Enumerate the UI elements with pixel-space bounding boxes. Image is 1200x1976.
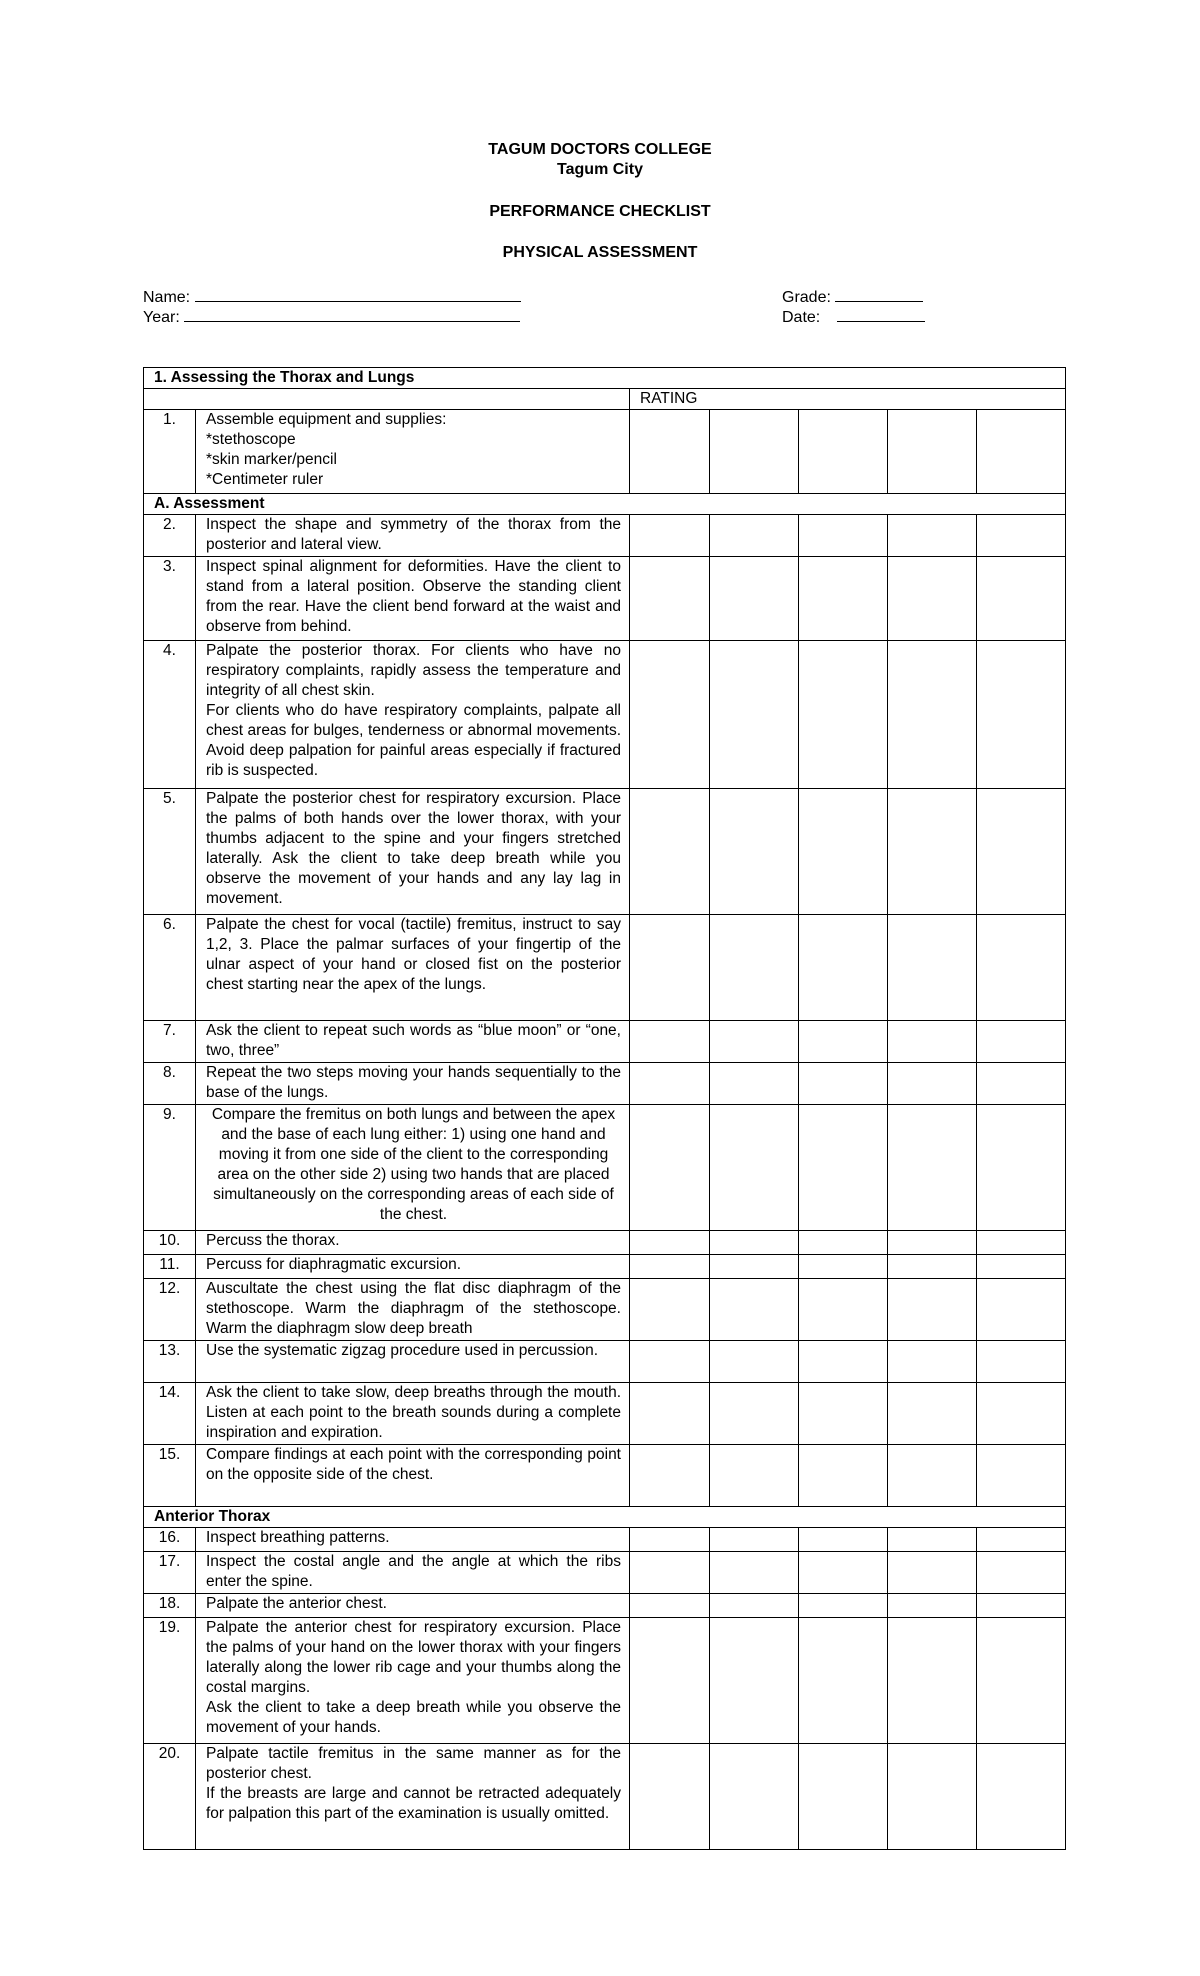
rating-cell[interactable] bbox=[977, 1341, 1066, 1383]
rating-cell[interactable] bbox=[977, 1552, 1066, 1594]
rating-cell[interactable] bbox=[888, 1594, 977, 1618]
rating-cell[interactable] bbox=[799, 1231, 888, 1255]
year-blank[interactable] bbox=[184, 305, 520, 322]
item-description: Inspect breathing patterns. bbox=[196, 1528, 630, 1552]
assessment-title: PHYSICAL ASSESSMENT bbox=[502, 244, 698, 261]
item-description: Ask the client to repeat such words as “blue moon” or “one, two, three” bbox=[196, 1021, 630, 1063]
rating-cell[interactable] bbox=[710, 557, 799, 641]
rating-cell[interactable] bbox=[799, 1552, 888, 1594]
rating-cell[interactable] bbox=[799, 1105, 888, 1231]
rating-cell[interactable] bbox=[977, 1383, 1066, 1445]
item-description: Auscultate the chest using the flat disc diaphragm of the stethoscope. Warm the diaphragm of the stethoscope. Warm the diaphragm slow deep breath bbox=[196, 1279, 630, 1341]
item-number: 16. bbox=[144, 1528, 196, 1552]
checklist-table bbox=[143, 367, 1066, 1850]
item-description: Percuss the thorax. bbox=[196, 1231, 630, 1255]
rating-cell[interactable] bbox=[799, 1279, 888, 1341]
rating-cell[interactable] bbox=[710, 1021, 799, 1063]
rating-cell[interactable] bbox=[710, 1744, 799, 1850]
item-description: Palpate tactile fremitus in the same manner as for the posterior chest. If the breasts are large and cannot be retracted adequately for palpation this part of the examination is usually omitted. bbox=[196, 1744, 630, 1850]
rating-cell[interactable] bbox=[799, 1618, 888, 1744]
section-title: 1. Assessing the Thorax and Lungs bbox=[144, 368, 1066, 389]
table-row bbox=[144, 1341, 1066, 1383]
item-number: 10. bbox=[144, 1231, 196, 1255]
section-title-row bbox=[144, 368, 1066, 389]
rating-cell[interactable] bbox=[799, 641, 888, 789]
rating-cell[interactable] bbox=[888, 1552, 977, 1594]
item-number: 8. bbox=[144, 1063, 196, 1105]
rating-cell[interactable] bbox=[977, 410, 1066, 494]
table-row bbox=[144, 1279, 1066, 1341]
item-number: 1. bbox=[144, 410, 196, 494]
rating-cell[interactable] bbox=[799, 1063, 888, 1105]
rating-cell[interactable] bbox=[977, 1594, 1066, 1618]
rating-cell[interactable] bbox=[799, 1255, 888, 1279]
rating-cell[interactable] bbox=[977, 1618, 1066, 1744]
rating-cell[interactable] bbox=[799, 557, 888, 641]
rating-cell[interactable] bbox=[888, 641, 977, 789]
rating-header: RATING bbox=[630, 389, 1066, 410]
rating-cell[interactable] bbox=[630, 1063, 710, 1105]
rating-cell[interactable] bbox=[630, 1445, 710, 1507]
rating-cell[interactable] bbox=[977, 915, 1066, 1021]
rating-cell[interactable] bbox=[710, 1231, 799, 1255]
table-row bbox=[144, 1594, 1066, 1618]
rating-cell[interactable] bbox=[888, 915, 977, 1021]
name-blank[interactable] bbox=[195, 285, 521, 302]
rating-cell[interactable] bbox=[630, 1552, 710, 1594]
rating-cell[interactable] bbox=[710, 1341, 799, 1383]
rating-cell[interactable] bbox=[888, 1231, 977, 1255]
rating-cell[interactable] bbox=[977, 1744, 1066, 1850]
item-number: 4. bbox=[144, 641, 196, 789]
rating-cell[interactable] bbox=[888, 1383, 977, 1445]
item-description: Percuss for diaphragmatic excursion. bbox=[196, 1255, 630, 1279]
name-label: Name: bbox=[143, 289, 191, 306]
rating-cell[interactable] bbox=[630, 915, 710, 1021]
rating-cell[interactable] bbox=[888, 515, 977, 557]
item-description: Compare findings at each point with the corresponding point on the opposite side of the chest. bbox=[196, 1445, 630, 1507]
item-description: Palpate the posterior chest for respiratory excursion. Place the palms of both hands over the lower thorax, with your thumbs adjacent to the spine and your fingers stretched laterally. Ask the client to take deep breath while you observe the movement of your hands and any lay lag in movement. bbox=[196, 789, 630, 915]
rating-cell[interactable] bbox=[977, 1105, 1066, 1231]
rating-cell[interactable] bbox=[799, 1528, 888, 1552]
rating-cell[interactable] bbox=[799, 1445, 888, 1507]
rating-cell[interactable] bbox=[630, 515, 710, 557]
rating-cell[interactable] bbox=[630, 1594, 710, 1618]
rating-cell[interactable] bbox=[977, 1445, 1066, 1507]
rating-cell[interactable] bbox=[710, 1105, 799, 1231]
rating-header-row bbox=[144, 389, 1066, 410]
rating-cell[interactable] bbox=[710, 915, 799, 1021]
item-number: 9. bbox=[144, 1105, 196, 1231]
table-row bbox=[144, 1231, 1066, 1255]
rating-cell[interactable] bbox=[710, 641, 799, 789]
table-row bbox=[144, 1744, 1066, 1850]
rating-cell[interactable] bbox=[630, 1231, 710, 1255]
rating-cell[interactable] bbox=[630, 789, 710, 915]
rating-cell[interactable] bbox=[630, 1528, 710, 1552]
rating-cell[interactable] bbox=[888, 557, 977, 641]
rating-cell[interactable] bbox=[710, 1279, 799, 1341]
date-blank[interactable] bbox=[837, 305, 925, 322]
rating-cell[interactable] bbox=[799, 1744, 888, 1850]
rating-cell[interactable] bbox=[630, 1383, 710, 1445]
rating-cell[interactable] bbox=[888, 1744, 977, 1850]
item-number: 19. bbox=[144, 1618, 196, 1744]
table-row bbox=[144, 1445, 1066, 1507]
item-description: Ask the client to take slow, deep breaths through the mouth. Listen at each point to the breath sounds during a complete inspiration and expiration. bbox=[196, 1383, 630, 1445]
rating-cell[interactable] bbox=[630, 1255, 710, 1279]
rating-cell[interactable] bbox=[630, 1744, 710, 1850]
rating-cell[interactable] bbox=[977, 1021, 1066, 1063]
rating-cell[interactable] bbox=[977, 515, 1066, 557]
table-row bbox=[144, 1552, 1066, 1594]
rating-cell[interactable] bbox=[630, 641, 710, 789]
rating-cell[interactable] bbox=[977, 789, 1066, 915]
item-number: 18. bbox=[144, 1594, 196, 1618]
table-row bbox=[144, 1528, 1066, 1552]
rating-cell[interactable] bbox=[977, 1063, 1066, 1105]
year-label: Year: bbox=[143, 309, 180, 326]
item-number: 17. bbox=[144, 1552, 196, 1594]
rating-cell[interactable] bbox=[630, 1279, 710, 1341]
rating-cell[interactable] bbox=[710, 1255, 799, 1279]
rating-cell[interactable] bbox=[799, 410, 888, 494]
item-description: Palpate the posterior thorax. For clients who have no respiratory complaints, rapidly assess the temperature and integrity of all chest skin. For clients who do have respiratory complaints, palpate all chest areas for bulges, tenderness or abnormal movements. Avoid deep palpation for painful areas especially if fractured rib is suspected. bbox=[196, 641, 630, 789]
rating-header-blank bbox=[144, 389, 630, 410]
date-label: Date: bbox=[782, 309, 821, 326]
checklist-title: PERFORMANCE CHECKLIST bbox=[489, 203, 711, 220]
item-number: 20. bbox=[144, 1744, 196, 1850]
item-description: Palpate the anterior chest. bbox=[196, 1594, 630, 1618]
table-row bbox=[144, 1105, 1066, 1231]
rating-cell[interactable] bbox=[799, 789, 888, 915]
rating-cell[interactable] bbox=[710, 410, 799, 494]
item-description: Compare the fremitus on both lungs and between the apex and the base of each lung either: 1) using one hand and moving it from one side of the client to the corresponding area on the other side 2) using two hands that are placed simultaneously on the corresponding areas of each side of the chest. bbox=[196, 1105, 630, 1231]
rating-cell[interactable] bbox=[799, 1594, 888, 1618]
rating-cell[interactable] bbox=[888, 1528, 977, 1552]
item-number: 3. bbox=[144, 557, 196, 641]
rating-cell[interactable] bbox=[630, 410, 710, 494]
table-row bbox=[144, 557, 1066, 641]
rating-cell[interactable] bbox=[888, 1105, 977, 1231]
table-row bbox=[144, 1255, 1066, 1279]
rating-cell[interactable] bbox=[799, 1341, 888, 1383]
item-number: 2. bbox=[144, 515, 196, 557]
table-row bbox=[144, 410, 1066, 494]
rating-cell[interactable] bbox=[710, 1594, 799, 1618]
institution-city: Tagum City bbox=[557, 161, 643, 178]
item-number: 7. bbox=[144, 1021, 196, 1063]
item-description: Palpate the anterior chest for respiratory excursion. Place the palms of your hand on the lower thorax with your fingers laterally along the lower rib cage and your thumbs along the costal margins. Ask the client to take a deep breath while you observe the movement of your hands. bbox=[196, 1618, 630, 1744]
table-row bbox=[144, 1063, 1066, 1105]
rating-cell[interactable] bbox=[710, 1528, 799, 1552]
rating-cell[interactable] bbox=[888, 410, 977, 494]
rating-cell[interactable] bbox=[888, 789, 977, 915]
rating-cell[interactable] bbox=[630, 1105, 710, 1231]
date-field bbox=[782, 305, 925, 328]
rating-cell[interactable] bbox=[710, 1445, 799, 1507]
rating-cell[interactable] bbox=[710, 1552, 799, 1594]
rating-cell[interactable] bbox=[710, 515, 799, 557]
rating-cell[interactable] bbox=[710, 1383, 799, 1445]
rating-cell[interactable] bbox=[888, 1445, 977, 1507]
item-number: 6. bbox=[144, 915, 196, 1021]
rating-cell[interactable] bbox=[630, 1341, 710, 1383]
item-number: 12. bbox=[144, 1279, 196, 1341]
rating-cell[interactable] bbox=[977, 1231, 1066, 1255]
item-description: Repeat the two steps moving your hands sequentially to the base of the lungs. bbox=[196, 1063, 630, 1105]
rating-cell[interactable] bbox=[799, 1383, 888, 1445]
rating-cell[interactable] bbox=[710, 1063, 799, 1105]
rating-cell[interactable] bbox=[888, 1063, 977, 1105]
rating-cell[interactable] bbox=[630, 1618, 710, 1744]
rating-cell[interactable] bbox=[710, 1618, 799, 1744]
table-row bbox=[144, 515, 1066, 557]
rating-cell[interactable] bbox=[888, 1618, 977, 1744]
item-description: Inspect the costal angle and the angle at which the ribs enter the spine. bbox=[196, 1552, 630, 1594]
item-description: Assemble equipment and supplies: *stethoscope *skin marker/pencil *Centimeter ruler bbox=[196, 410, 630, 494]
institution-name: TAGUM DOCTORS COLLEGE bbox=[488, 141, 712, 158]
item-description: Inspect spinal alignment for deformities. Have the client to stand from a lateral position. Observe the standing client from the rear. Have the client bend forward at the waist and observe from behind. bbox=[196, 557, 630, 641]
rating-cell[interactable] bbox=[888, 1279, 977, 1341]
rating-cell[interactable] bbox=[630, 1021, 710, 1063]
table-row bbox=[144, 1618, 1066, 1744]
item-number: 14. bbox=[144, 1383, 196, 1445]
year-field bbox=[143, 305, 520, 328]
rating-cell[interactable] bbox=[799, 515, 888, 557]
table-row bbox=[144, 915, 1066, 1021]
grade-label: Grade: bbox=[782, 289, 831, 306]
rating-cell[interactable] bbox=[888, 1341, 977, 1383]
rating-cell[interactable] bbox=[630, 557, 710, 641]
rating-cell[interactable] bbox=[977, 557, 1066, 641]
item-number: 13. bbox=[144, 1341, 196, 1383]
subsection-assessment-row bbox=[144, 494, 1066, 515]
table-row bbox=[144, 641, 1066, 789]
subsection-assessment: A. Assessment bbox=[144, 494, 1066, 515]
rating-cell[interactable] bbox=[799, 1021, 888, 1063]
item-number: 5. bbox=[144, 789, 196, 915]
item-description: Use the systematic zigzag procedure used in percussion. bbox=[196, 1341, 630, 1383]
subsection-anterior-thorax: Anterior Thorax bbox=[144, 1507, 1066, 1528]
item-description: Inspect the shape and symmetry of the thorax from the posterior and lateral view. bbox=[196, 515, 630, 557]
rating-cell[interactable] bbox=[977, 1255, 1066, 1279]
grade-blank[interactable] bbox=[835, 285, 923, 302]
rating-cell[interactable] bbox=[710, 789, 799, 915]
table-row bbox=[144, 1021, 1066, 1063]
rating-cell[interactable] bbox=[977, 641, 1066, 789]
rating-cell[interactable] bbox=[888, 1255, 977, 1279]
subsection-anterior-thorax-row bbox=[144, 1507, 1066, 1528]
rating-cell[interactable] bbox=[977, 1528, 1066, 1552]
item-number: 11. bbox=[144, 1255, 196, 1279]
rating-cell[interactable] bbox=[888, 1021, 977, 1063]
table-row bbox=[144, 789, 1066, 915]
rating-cell[interactable] bbox=[977, 1279, 1066, 1341]
table-row bbox=[144, 1383, 1066, 1445]
item-description: Palpate the chest for vocal (tactile) fremitus, instruct to say 1,2, 3. Place the palmar surfaces of your fingertip of the ulnar aspect of your hand or closed fist on the posterior chest starting near the apex of the lungs. bbox=[196, 915, 630, 1021]
rating-cell[interactable] bbox=[799, 915, 888, 1021]
item-number: 15. bbox=[144, 1445, 196, 1507]
